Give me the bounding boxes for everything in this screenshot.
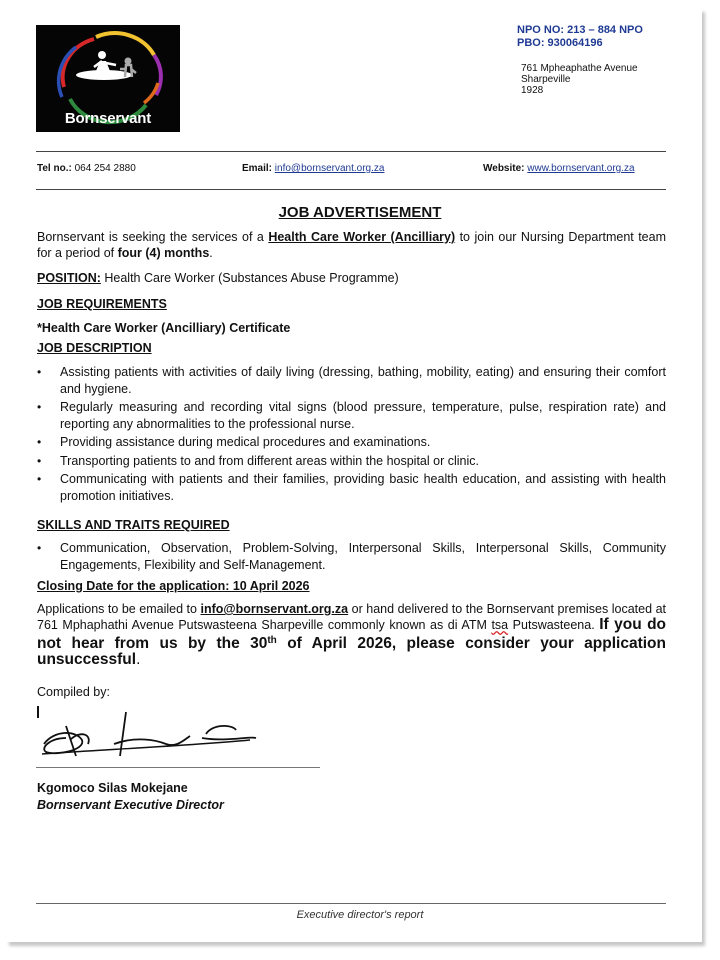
list-item: • Assisting patients with activities of daily living (dressing, bathing, mobility, eating) and ensuring their comfort and hygiene. [37,364,666,397]
logo-text: Bornservant [64,110,152,127]
footer-divider [36,903,666,904]
email-label: Email: [242,163,273,174]
address-line: Sharpeville [521,74,571,85]
list-item: • Regularly measuring and recording vital signs (blood pressure, temperature, pulse, respiration rate) and reporting any abnormalities to the professional nurse. [37,399,666,432]
position-label: POSITION: [37,271,101,285]
registration-block [517,24,643,50]
applications-text: Applications to be emailed to [37,602,201,616]
pbo-number: PBO: 930064196 [517,37,603,49]
applications-text: Putswasteena. [508,618,600,632]
intro-text: . [209,246,213,260]
job-requirements-heading: JOB REQUIREMENTS [37,297,167,311]
list-item: • Providing assistance during medical procedures and examinations. [37,434,666,451]
compiled-by-label: Compiled by: [37,685,110,699]
skills-list [37,540,666,575]
intro-role: Health Care Worker (Ancilliary) [268,230,456,244]
email [242,163,384,174]
website [483,163,635,174]
signature-image [36,700,296,770]
applications-warning: If you do not hear from us by the 30 [37,616,666,653]
applications-text: . [136,651,141,669]
applications-warning: of April 2026, please consider your application unsuccessful [37,635,666,669]
applications-superscript: th [267,635,277,646]
applications-email[interactable]: info@bornservant.org.za [200,602,349,616]
header-divider [36,151,666,152]
address-line: 761 Mpheaphathe Avenue [521,63,638,74]
website-link[interactable]: www.bornservant.org.za [527,163,635,174]
closing-date: Closing Date for the application: 10 April 2026 [37,579,310,593]
list-item: • Transporting patients to and from different areas within the hospital or clinic. [37,453,666,470]
npo-number: NPO NO: 213 – 884 NPO [517,24,643,36]
page-title: JOB ADVERTISEMENT [278,204,442,221]
job-description-heading: JOB DESCRIPTION [37,341,152,355]
footer-text: Executive director's report [296,909,424,921]
address-line: 1928 [521,85,544,96]
list-item: • Communication, Observation, Problem-Solving, Interpersonal Skills, Interpersonal Skills, Community Engagements, Flexibility and Self-Management. [37,540,666,573]
tel-label: Tel no.: [37,163,72,174]
position-line [37,270,666,286]
job-description-list [37,364,666,506]
intro-text: Bornservant is seeking the services of a [37,230,269,244]
signatory-name: Kgomoco Silas Mokejane [37,781,188,795]
bornservant-logo [36,25,180,132]
email-link[interactable]: info@bornservant.org.za [274,163,385,174]
requirement-item: *Health Care Worker (Ancilliary) Certificate [37,321,291,335]
tel-value: 064 254 2880 [74,163,136,174]
website-label: Website: [483,163,525,174]
applications-text: tsa [491,618,509,632]
postal-address [521,63,638,96]
intro-period: four (4) months [117,246,210,260]
telephone [37,163,136,174]
applications-text: or hand delivered to the Bornservant premises located at 761 Mphaphathi Avenue Putswasteena Sharpeville commonly known as di ATM [37,602,666,632]
contact-divider [36,189,666,190]
list-item: • Communicating with patients and their families, providing basic health education, and assisting with health promotion initiatives. [37,471,666,504]
applications-paragraph [37,601,666,668]
signature-line [36,767,320,768]
intro-text: to join our Nursing Department team for a period of [37,230,666,260]
skills-heading: SKILLS AND TRAITS REQUIRED [37,518,230,532]
position-value: Health Care Worker (Substances Abuse Programme) [100,271,399,285]
intro-paragraph [37,229,666,261]
signatory-role: Bornservant Executive Director [37,798,224,812]
